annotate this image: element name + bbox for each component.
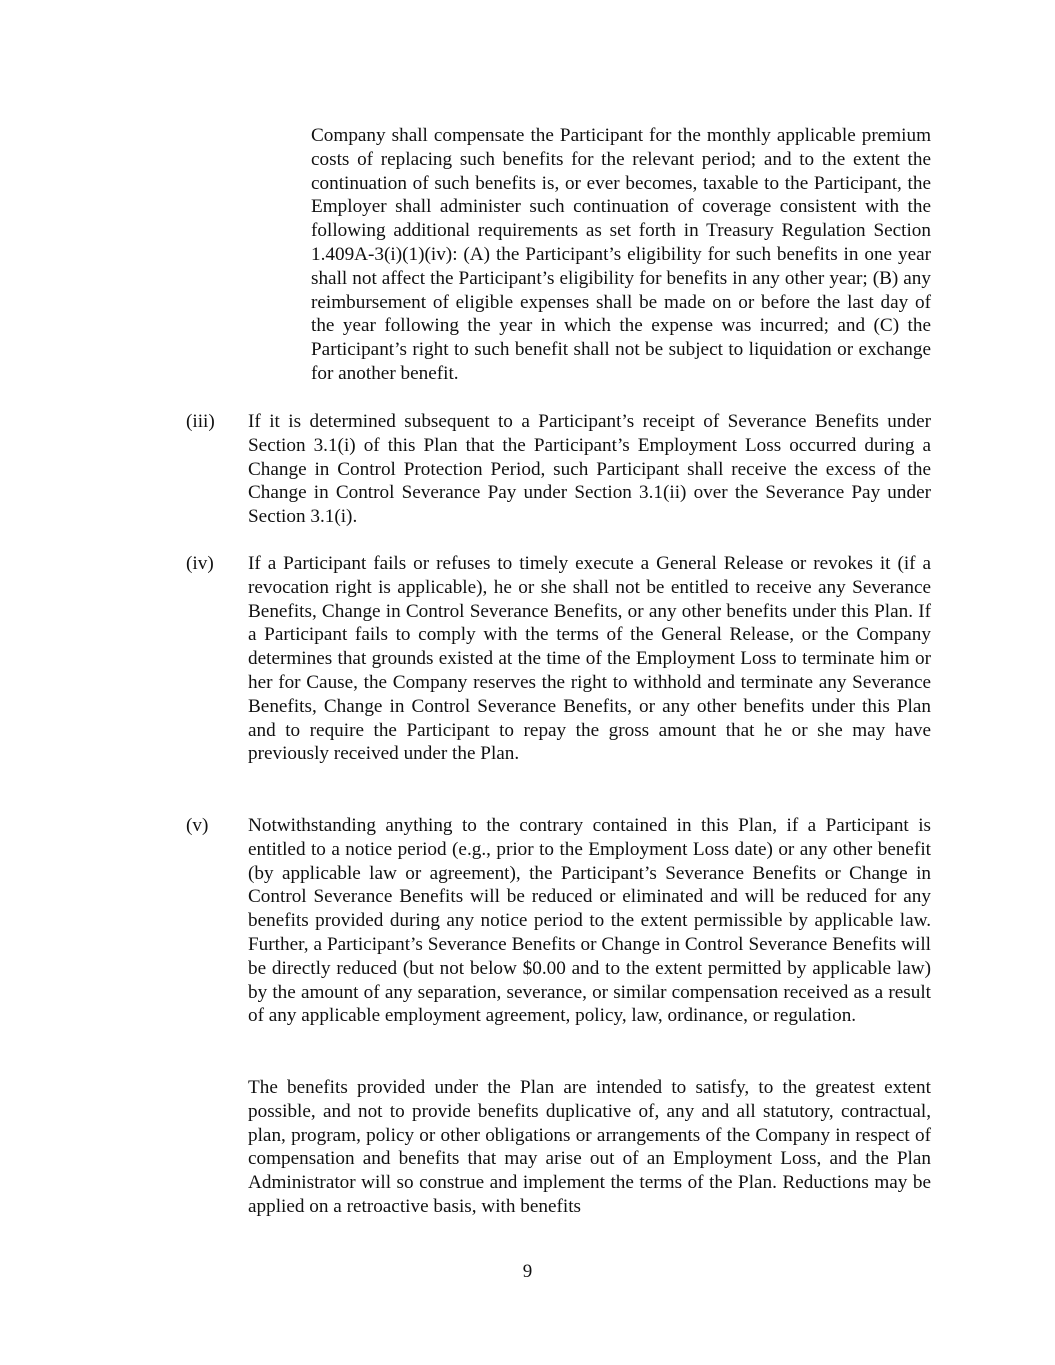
item-number: (v) [186, 815, 209, 836]
item-text: If a Participant fails or refuses to timely execute a General Release or revokes it (if a revocation right is applicable), he or she shall not be entitled to receive any Severance Benefits, Change in Control Severance Benefits, or any other benefits under this Plan. If a Participant fails to comply with the terms of the General Release, or the Company determines that grounds existed at the time of the Employment Loss to terminate him or her for Cause, the Company reserves the right to withhold and terminate any Severance Benefits, Change in Control Severance Benefits, or any other benefits under this Plan and to require the Participant to repay the gross amount that he or she may have previously received under the Plan. [248, 553, 931, 765]
item-text: If it is determined subsequent to a Participant’s receipt of Severance Benefits under Section 3.1(i) of this Plan that the Participant’s Employment Loss occurred during a Change in Control Protection Period, such Participant shall receive the excess of the Change in Control Severance Pay under Section 3.1(ii) over the Severance Pay under Section 3.1(i). [248, 411, 931, 528]
closing-paragraph: The benefits provided under the Plan are intended to satisfy, to the greatest extent possible, and not to provide benefits duplicative of, any and all statutory, contractual, plan, program, policy or other obligations or arrangements of the Company in respect of compensation and benefits that may arise out of an Employment Loss, and the Plan Administrator will so construe and implement the terms of the Plan. Reductions may be applied on a retroactive basis, with benefits [248, 1077, 931, 1217]
list-item-iii [186, 410, 931, 529]
item-number: (iv) [186, 553, 214, 574]
continuation-paragraph: Company shall compensate the Participant for the monthly applicable premium costs of replacing such benefits for the relevant period; and to the extent the continuation of such benefits is, or ever becomes, taxable to the Participant, the Employer shall administer such continuation of coverage consistent with the following additional requirements as set forth in Treasury Regulation Section 1.409A-3(i)(1)(iv): (A) the Participant’s eligibility for such benefits in one year shall not affect the Participant’s eligibility for benefits in any other year; (B) any reimbursement of eligible expenses shall be made on or before the last day of the year following the year in which the expense was incurred; and (C) the Participant’s right to such benefit shall not be subject to liquidation or exchange for another benefit. [311, 125, 931, 384]
list-item-iv [186, 552, 931, 766]
item-number: (iii) [186, 411, 215, 432]
item-text: Notwithstanding anything to the contrary contained in this Plan, if a Participant is entitled to a notice period (e.g., prior to the Employment Loss date) or any other benefit (by applicable law or agreement), the Participant’s Severance Benefits or Change in Control Severance Benefits will be reduced or eliminated and will be reduced for any benefits provided during any notice period to the extent permissible by applicable law. Further, a Participant’s Severance Benefits or Change in Control Severance Benefits will be directly reduced (but not below $0.00 and to the extent permitted by applicable law) by the amount of any separation, severance, or similar compensation received as a result of any applicable employment agreement, policy, law, ordinance, or regulation. [248, 815, 931, 1027]
page-number: 9 [522, 1261, 533, 1282]
list-item-v [186, 814, 931, 1028]
